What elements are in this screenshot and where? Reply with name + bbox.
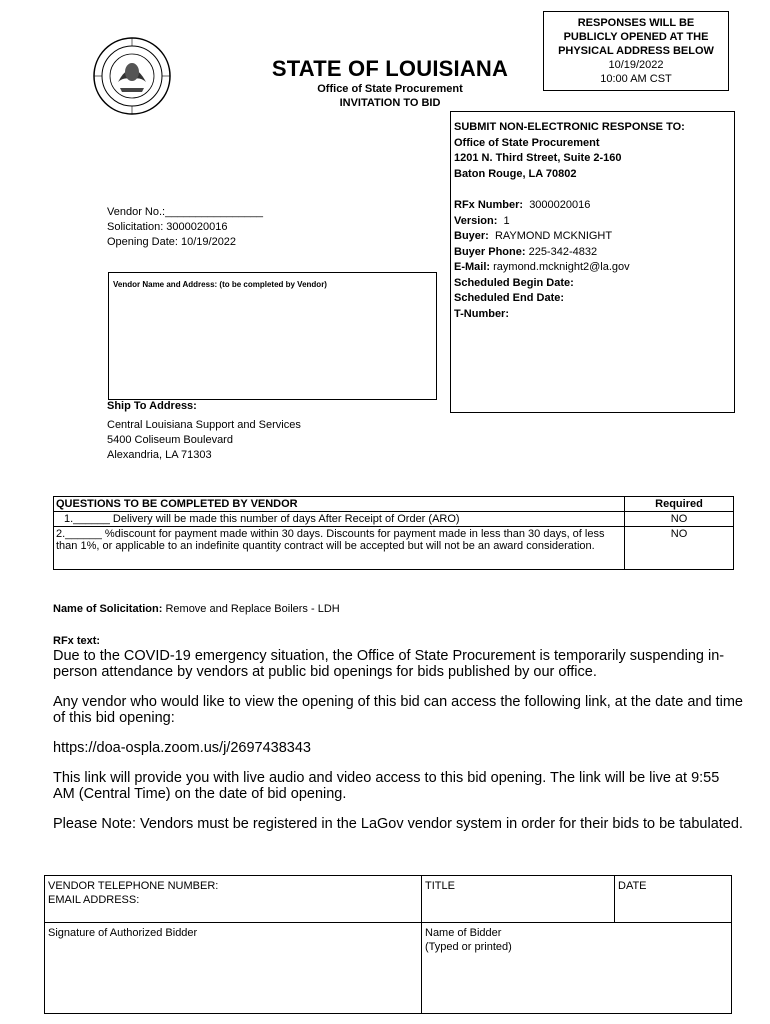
vendor-phone-label: VENDOR TELEPHONE NUMBER: (48, 880, 219, 892)
opening-time: 10:00 AM CST (600, 73, 672, 85)
scheduled-begin-label: Scheduled Begin Date: (454, 276, 574, 289)
vendor-number: Vendor No.:________________ (107, 206, 263, 218)
vendor-contact-field[interactable] (45, 876, 422, 923)
signature-table (44, 875, 732, 1014)
document-type: INVITATION TO BID (339, 97, 441, 109)
table-row (45, 923, 732, 1014)
version-row (454, 214, 734, 230)
responses-notice-box (543, 11, 729, 91)
rfx-number-row (454, 198, 734, 214)
questions-table (53, 496, 734, 570)
table-row (54, 512, 734, 527)
email-row (454, 260, 734, 276)
version-label: Version: (454, 214, 498, 227)
rfx-paragraph: Please Note: Vendors must be registered in the LaGov vendor system in order for their bids to be tabulated. (53, 816, 743, 832)
rfx-text (53, 648, 743, 846)
questions-header: QUESTIONS TO BE COMPLETED BY VENDOR (54, 497, 625, 512)
ship-to-line1: Central Louisiana Support and Services (107, 419, 301, 431)
page-title: STATE OF LOUISIANA (271, 56, 509, 81)
vendor-name-address-field[interactable] (108, 272, 437, 400)
ship-to-address (107, 399, 301, 463)
email-value: raymond.mcknight2@la.gov (493, 261, 630, 273)
bidder-name-label: Name of Bidder (425, 927, 502, 939)
submit-office: Office of State Procurement (454, 136, 600, 149)
date-field[interactable] (615, 876, 732, 923)
responses-line3: PHYSICAL ADDRESS BELOW (558, 45, 714, 57)
office-name: Office of State Procurement (317, 83, 463, 95)
buyer-row (454, 229, 734, 245)
vendor-info (107, 205, 263, 250)
ship-to-label: Ship To Address: (107, 400, 197, 412)
rfx-number-label: RFx Number: (454, 199, 524, 211)
submit-heading: SUBMIT NON-ELECTRONIC RESPONSE TO: (454, 121, 685, 133)
buyer-phone-row (454, 245, 734, 261)
question-required: NO (625, 527, 734, 570)
solicitation-name (53, 603, 340, 615)
submit-street: 1201 N. Third Street, Suite 2-160 (454, 152, 622, 164)
rfx-text-label: RFx text: (53, 635, 101, 647)
zoom-link[interactable]: https://doa-ospla.zoom.us/j/2697438343 (53, 740, 311, 756)
vendor-opening-date: Opening Date: 10/19/2022 (107, 236, 237, 248)
title-label: TITLE (425, 880, 455, 892)
buyer-phone-label: Buyer Phone: (454, 245, 526, 258)
solicitation-name-label: Name of Solicitation: (53, 603, 163, 615)
title-block (250, 56, 530, 110)
rfx-paragraph: This link will provide you with live audio and video access to this bid opening. The link will be live at 9:55 AM (Central Time) on the date of bid opening. (53, 770, 720, 802)
buyer-phone-value: 225-342-4832 (528, 245, 598, 258)
rfx-paragraph: Due to the COVID-19 emergency situation, the Office of State Procurement is temporarily suspending in-person attendance by vendors at public bid openings for bids published by our office. (53, 648, 725, 680)
question-required: NO (625, 512, 734, 527)
opening-date: 10/19/2022 (608, 59, 664, 71)
vendor-email-label: EMAIL ADDRESS: (48, 894, 140, 906)
ship-to-line3: Alexandria, LA 71303 (107, 449, 212, 461)
table-row (54, 527, 734, 570)
date-label: DATE (618, 880, 647, 892)
t-number-label: T-Number: (454, 307, 509, 320)
solicitation-name-value: Remove and Replace Boilers - LDH (165, 603, 340, 615)
bidder-name-field[interactable] (422, 923, 732, 1014)
question-text[interactable]: 1.______ Delivery will be made this number of days After Receipt of Order (ARO) (54, 512, 625, 527)
version-value: 1 (503, 214, 510, 227)
required-header: Required (625, 497, 734, 512)
buyer-label: Buyer: (454, 230, 489, 242)
question-text[interactable]: 2.______ %discount for payment made within 30 days. Discounts for payment made in less than 30 days, of less than 1%, or applicable to an indefinite quantity contract will be accepted but will not be an award consideration. (54, 527, 625, 570)
state-seal-icon (84, 36, 180, 116)
submit-response-box (450, 111, 735, 413)
rfx-number-value: 3000020016 (529, 199, 591, 211)
rfx-paragraph: Any vendor who would like to view the opening of this bid can access the following link, at the date and time of this bid opening: (53, 694, 743, 726)
responses-line1: RESPONSES WILL BE (577, 17, 695, 29)
signature-field[interactable] (45, 923, 422, 1014)
ship-to-line2: 5400 Coliseum Boulevard (107, 434, 233, 446)
vendor-name-address-label: Vendor Name and Address: (to be completed by Vendor) (113, 280, 327, 289)
title-field[interactable] (422, 876, 615, 923)
bidder-name-sublabel: (Typed or printed) (425, 941, 512, 953)
email-label: E-Mail: (454, 261, 491, 273)
responses-line2: PUBLICLY OPENED AT THE (563, 31, 709, 43)
table-row (45, 876, 732, 923)
submit-city: Baton Rouge, LA 70802 (454, 167, 577, 180)
questions-header-row (54, 497, 734, 512)
solicitation-number: Solicitation: 3000020016 (107, 221, 228, 233)
buyer-value: RAYMOND MCKNIGHT (494, 230, 613, 242)
scheduled-end-label: Scheduled End Date: (454, 292, 565, 304)
signature-label: Signature of Authorized Bidder (48, 927, 198, 939)
